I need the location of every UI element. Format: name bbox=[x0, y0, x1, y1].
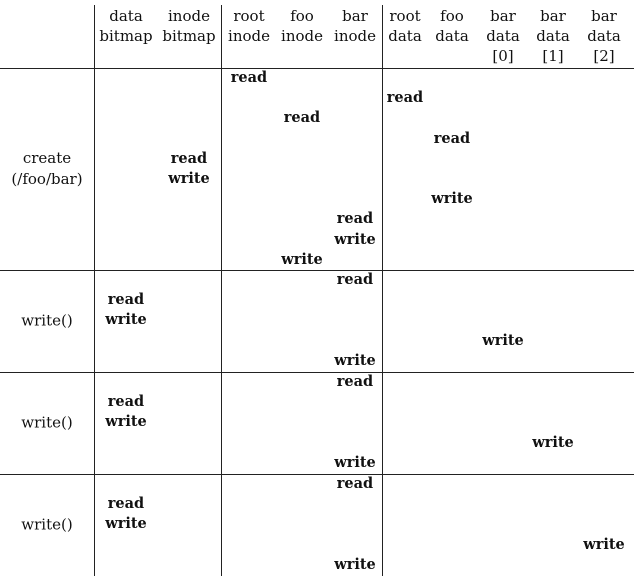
column-header-line: bitmap bbox=[99, 27, 153, 45]
access-write: write bbox=[334, 555, 376, 573]
column-divider bbox=[382, 5, 383, 576]
column-header-bar-data-2 bbox=[587, 6, 621, 66]
column-header-data-bitmap bbox=[99, 6, 152, 46]
column-header-line: bar bbox=[591, 7, 617, 25]
column-header-line: root bbox=[389, 7, 421, 25]
column-header-line: [0] bbox=[492, 47, 514, 65]
column-header-line: data bbox=[486, 27, 520, 45]
group-divider bbox=[0, 270, 634, 271]
row-label-operation bbox=[21, 311, 72, 332]
column-header-line: inode bbox=[228, 27, 270, 45]
row-label-operation bbox=[11, 148, 82, 190]
column-header-line: inode bbox=[168, 7, 210, 25]
column-header-line: data bbox=[388, 27, 422, 45]
column-header-line: [1] bbox=[542, 47, 564, 65]
column-header-bar-data-0 bbox=[486, 6, 520, 66]
access-read: read bbox=[433, 129, 471, 147]
column-header-line: [2] bbox=[593, 47, 615, 65]
column-header-line: data bbox=[536, 27, 570, 45]
column-header-line: data bbox=[109, 7, 143, 25]
access-read: read bbox=[107, 495, 145, 513]
access-write: write bbox=[334, 230, 376, 248]
access-write: write bbox=[482, 331, 524, 349]
access-write: write bbox=[105, 413, 147, 431]
column-header-line: root bbox=[233, 7, 265, 25]
column-header-bar-data-1 bbox=[536, 6, 570, 66]
column-header-line: bar bbox=[540, 7, 566, 25]
access-write: write bbox=[431, 190, 473, 208]
column-header-root-data bbox=[388, 6, 422, 46]
header-divider bbox=[0, 68, 634, 69]
row-label-line: write() bbox=[21, 413, 73, 432]
column-header-line: foo bbox=[440, 7, 464, 25]
row-label-operation bbox=[21, 413, 72, 434]
access-write: write bbox=[334, 351, 376, 369]
access-read: read bbox=[230, 69, 268, 86]
access-write: write bbox=[281, 250, 323, 268]
access-write: write bbox=[334, 453, 376, 471]
access-read: read bbox=[283, 109, 321, 127]
column-header-line: data bbox=[435, 27, 469, 45]
access-read: read bbox=[170, 149, 208, 167]
access-write: write bbox=[532, 433, 574, 451]
column-divider bbox=[94, 5, 95, 576]
access-write: write bbox=[105, 311, 147, 329]
column-header-foo-data bbox=[435, 6, 469, 46]
row-label-line: create bbox=[22, 149, 72, 167]
row-label-operation bbox=[21, 515, 72, 536]
column-header-line: bar bbox=[342, 7, 368, 25]
column-header-line: inode bbox=[334, 27, 376, 45]
access-read: read bbox=[107, 393, 145, 411]
row-label-line: (/foo/bar) bbox=[11, 170, 83, 188]
column-header-bar-inode bbox=[334, 6, 376, 46]
access-write: write bbox=[105, 515, 147, 533]
column-header-inode-bitmap bbox=[162, 6, 215, 46]
column-header-line: inode bbox=[281, 27, 323, 45]
column-header-line: foo bbox=[290, 7, 314, 25]
column-header-root-inode bbox=[228, 6, 270, 46]
access-read: read bbox=[336, 475, 374, 492]
row-label-line: write() bbox=[21, 311, 73, 330]
group-divider bbox=[0, 474, 634, 475]
access-read: read bbox=[336, 271, 374, 288]
access-read: read bbox=[386, 89, 424, 107]
column-divider bbox=[221, 5, 222, 576]
access-read: read bbox=[107, 291, 145, 309]
access-write: write bbox=[168, 170, 210, 187]
group-divider bbox=[0, 372, 634, 373]
column-header-line: bar bbox=[490, 7, 516, 25]
row-label-line: write() bbox=[21, 515, 73, 534]
access-write: write bbox=[583, 535, 625, 553]
column-header-foo-inode bbox=[281, 6, 323, 46]
access-read: read bbox=[336, 373, 374, 390]
column-header-line: bitmap bbox=[162, 27, 216, 45]
column-header-line: data bbox=[587, 27, 621, 45]
access-read: read bbox=[336, 210, 374, 228]
